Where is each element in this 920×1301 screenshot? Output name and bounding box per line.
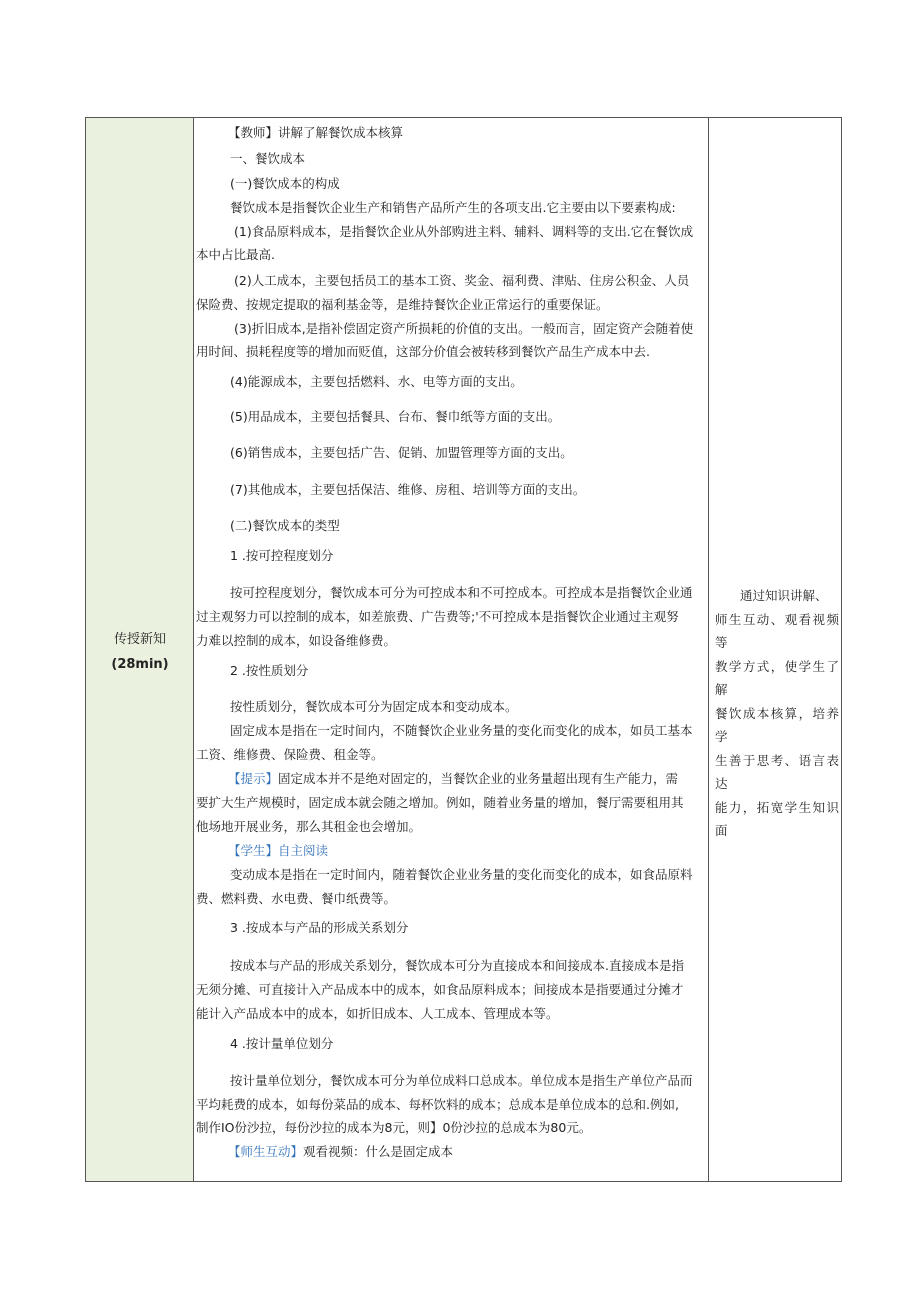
paragraph-line: 变动成本是指在一定时间内，随着餐饮企业业务量的变化而变化的成本，如食品原料 bbox=[230, 867, 693, 882]
objective-line: 能力，拓宽学生知识面 bbox=[715, 799, 839, 838]
paragraph-line: (2)人工成本，主要包括员工的基本工资、奖金、福利费、津贴、住房公积金、人员 bbox=[234, 273, 690, 288]
paragraph-line: 无须分摊、可直接计入产品成本中的成本，如食品原料成本；间接成本是指要通过分摊才 bbox=[196, 982, 684, 997]
student-tag: 【学生】 bbox=[228, 843, 279, 858]
paragraph-line: 力难以控制的成本，如设备维修费。 bbox=[196, 633, 397, 648]
paragraph-line: (7)其他成本，主要包括保洁、维修、房租、培训等方面的支出。 bbox=[230, 482, 586, 497]
paragraph-line: (5)用品成本，主要包括餐具、台布、餐巾纸等方面的支出。 bbox=[230, 409, 561, 424]
objective-line: 教学方式，使学生了解 bbox=[715, 658, 839, 697]
objective-text bbox=[715, 584, 839, 843]
tip-tag: 【提示】 bbox=[228, 771, 279, 786]
objective-line: 通过知识讲解、 bbox=[740, 588, 828, 603]
teacher-intro bbox=[228, 123, 403, 141]
interaction-tag: 【师生互动】 bbox=[228, 1144, 304, 1159]
paragraph-line: 能计入产品成本中的成本，如折旧成本、人工成本、管理成本等。 bbox=[196, 1006, 559, 1021]
objective-line: 生善于思考、语言表达 bbox=[715, 752, 839, 791]
section-duration: (28min) bbox=[111, 657, 169, 672]
paragraph-line: 他场地开展业务，那么其租金也会增加。 bbox=[196, 819, 422, 834]
paragraph-line: 费、燃料费、水电费、餐巾纸费等。 bbox=[196, 891, 397, 906]
paragraph-line: 过主观努力可以控制的成本，如差旅费、广告费等;'不可控成本是指餐饮企业通过主观努 bbox=[196, 609, 679, 624]
tip-line bbox=[228, 769, 678, 787]
interaction-line bbox=[228, 1142, 453, 1160]
intro-text: 讲解了解餐饮成本核算 bbox=[278, 125, 404, 140]
paragraph-line: 餐饮成本是指餐饮企业生产和销售产品所产生的各项支出.它主要由以下要素构成: bbox=[230, 200, 676, 215]
paragraph-line: 按计量单位划分，餐饮成本可分为单位成料口总成本。单位成本是指生产单位产品而 bbox=[230, 1073, 693, 1088]
paragraph-line: 固定成本是指在一定时间内，不随餐饮企业业务量的变化而变化的成本，如员工基本 bbox=[230, 723, 693, 738]
section-title: 传授新知 bbox=[113, 632, 166, 647]
paragraph-line: 本中占比最高. bbox=[196, 247, 275, 262]
objective-line: 师生互动、观看视频等 bbox=[715, 611, 839, 650]
paragraph-line: (1)食品原料成本，是指餐饮企业从外部购进主料、辅料、调料等的支出.它在餐饮成 bbox=[234, 224, 694, 239]
tip-text: 固定成本并不是绝对固定的，当餐饮企业的业务量超出现有生产能力，需 bbox=[278, 771, 679, 786]
paragraph-line: 保险费、按规定提取的福利基金等，是维持餐饮企业正常运行的重要保证。 bbox=[196, 297, 609, 312]
paragraph-line: 按可控程度划分，餐饮成本可分为可控成本和不可控成本。可控成本是指餐饮企业通 bbox=[230, 585, 693, 600]
student-line bbox=[228, 841, 328, 859]
paragraph-line: 工资、维修费、保险费、租金等。 bbox=[196, 747, 384, 762]
heading-3: 1 .按可控程度划分 bbox=[230, 548, 334, 563]
heading-2: (一)餐饮成本的构成 bbox=[230, 176, 340, 191]
paragraph-line: 用时间、损耗程度等的增加而贬值，这部分价值会被转移到餐饮产品生产成本中去. bbox=[196, 344, 650, 359]
paragraph-line: 要扩大生产规模时，固定成本就会随之增加。例如，随着业务量的增加，餐厅需要租用其 bbox=[196, 795, 684, 810]
heading-3: 3 .按成本与产品的形成关系划分 bbox=[230, 920, 409, 935]
student-text: 自主阅读 bbox=[278, 843, 329, 858]
heading-1: 一、餐饮成本 bbox=[230, 151, 306, 166]
section-cell bbox=[86, 118, 194, 1181]
heading-3: 2 .按性质划分 bbox=[230, 663, 309, 678]
paragraph-line: (4)能源成本，主要包括燃料、水、电等方面的支出。 bbox=[230, 374, 523, 389]
objective-line: 餐饮成本核算，培养学 bbox=[715, 705, 839, 744]
paragraph-line: 平均耗费的成本，如每份菜品的成本、每杯饮料的成本；总成本是单位成本的总和.例如, bbox=[196, 1097, 679, 1112]
role-tag: 【教师】 bbox=[228, 125, 279, 140]
paragraph-line: 制作IO份沙拉，每份沙拉的成本为8元，则】0份沙拉的总成本为80元。 bbox=[196, 1120, 592, 1135]
heading-2: (二)餐饮成本的类型 bbox=[230, 518, 340, 533]
heading-3: 4 .按计量单位划分 bbox=[230, 1036, 334, 1051]
paragraph-line: (6)销售成本，主要包括广告、促销、加盟管理等方面的支出。 bbox=[230, 445, 573, 460]
paragraph-line: (3)折旧成本,是指补偿固定资产所损耗的价值的支出。一般而言，固定资产会随着使 bbox=[234, 321, 694, 336]
objective-cell bbox=[708, 118, 842, 1181]
paragraph-line: 按性质划分，餐饮成本可分为固定成本和变动成本。 bbox=[230, 699, 518, 714]
paragraph-line: 按成本与产品的形成关系划分，餐饮成本可分为直接成本和间接成本.直接成本是指 bbox=[230, 958, 684, 973]
interaction-text: 观看视频：什么是固定成本 bbox=[303, 1144, 454, 1159]
